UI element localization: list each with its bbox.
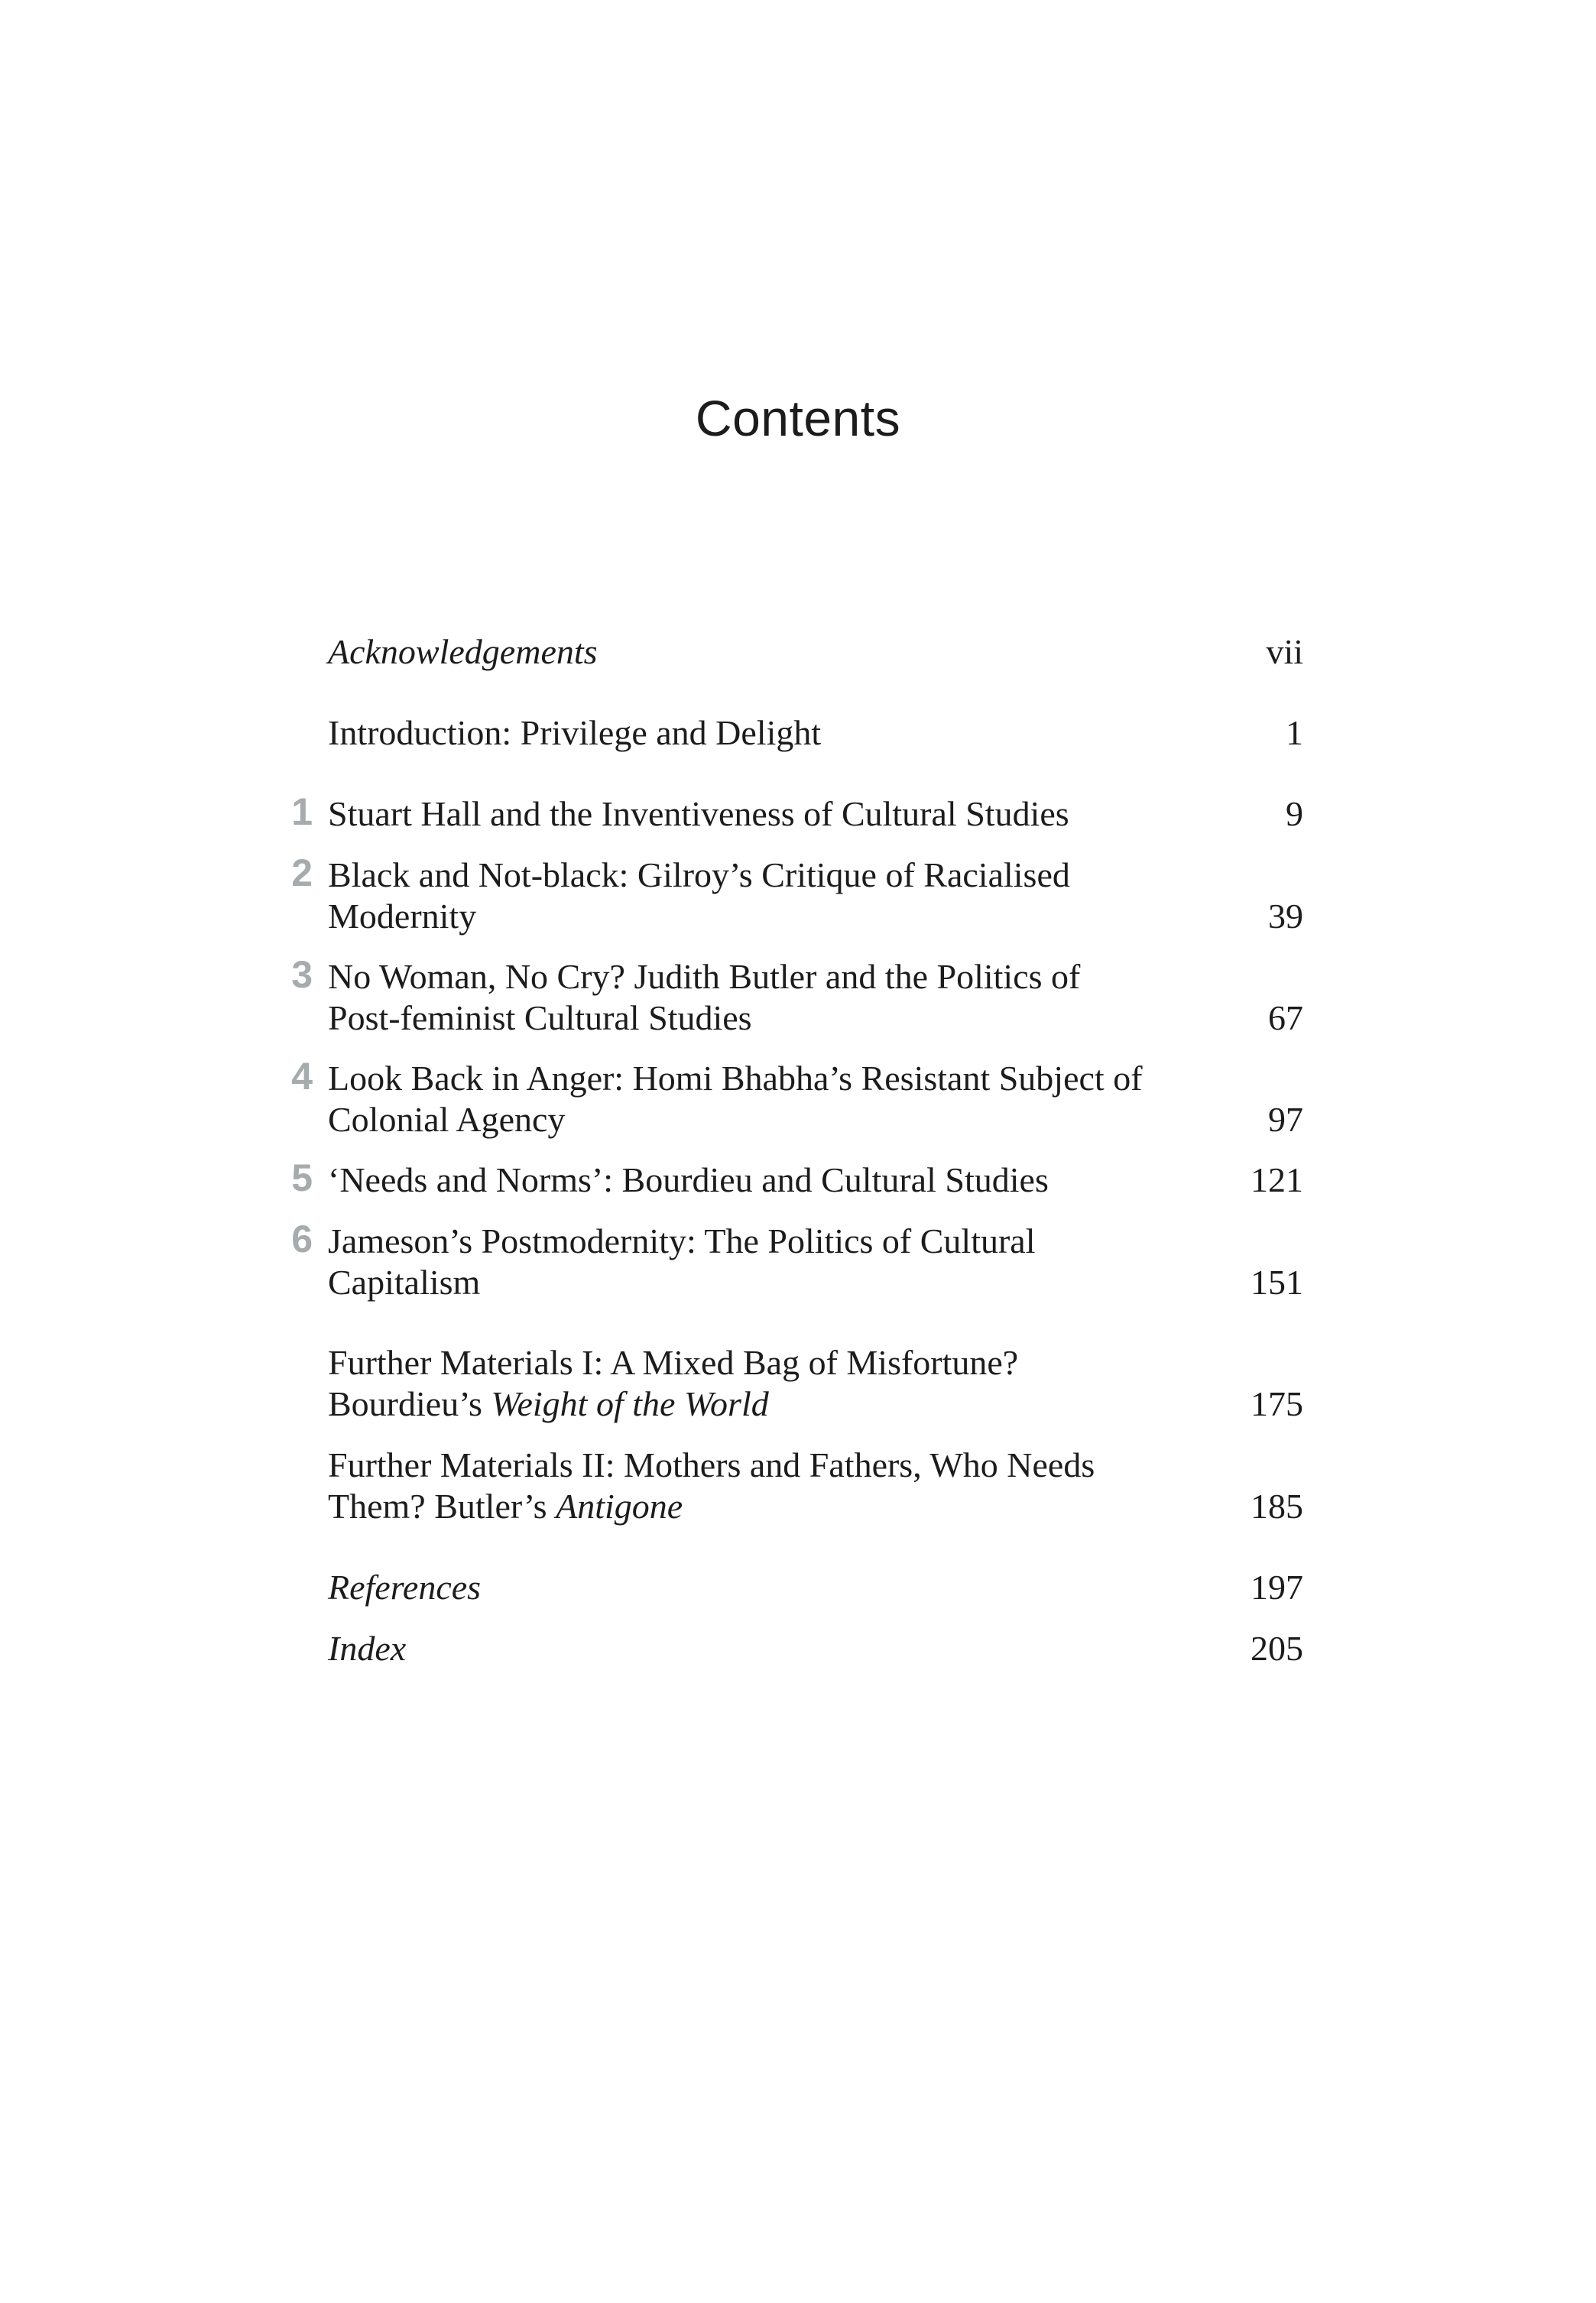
title-italic: Weight of the World	[491, 1384, 769, 1423]
toc-entry-title-line2: Capitalism	[328, 1263, 481, 1302]
toc-entry-page: 175	[1251, 1384, 1303, 1423]
toc-chapter-4	[291, 1055, 1303, 1140]
toc-entry-title-line2: Colonial Agency	[328, 1100, 566, 1139]
title-prefix: Them? Butler’s	[328, 1487, 556, 1526]
toc-entry-title-line1: Look Back in Anger: Homi Bhabha’s Resistant Subject of	[328, 1059, 1143, 1098]
toc-entry-introduction	[328, 712, 1303, 754]
toc-further-materials-1	[328, 1342, 1303, 1425]
toc-entry-title-line2	[328, 1486, 1207, 1527]
page-title: Contents	[695, 390, 901, 446]
toc-chapter-2	[291, 851, 1303, 937]
chapter-number: 6	[291, 1218, 313, 1260]
toc-entry-title: Index	[328, 1629, 407, 1668]
toc-entry-title: Introduction: Privilege and Delight	[328, 713, 822, 752]
toc-entry-page: 9	[1286, 794, 1303, 833]
toc-entry-title-line1: Further Materials I: A Mixed Bag of Misfortune?	[328, 1343, 1019, 1382]
toc-entry-title: References	[328, 1568, 482, 1607]
toc-entry-page: 197	[1251, 1568, 1303, 1607]
toc-entry-index	[328, 1628, 1303, 1669]
toc-entry-title-line1: Black and Not-black: Gilroy’s Critique of Racialised	[328, 855, 1070, 894]
toc-chapter-3	[291, 953, 1303, 1039]
title-italic: Antigone	[556, 1487, 683, 1526]
toc-chapter-1	[291, 790, 1303, 835]
toc-entry-title-line1: Jameson’s Postmodernity: The Politics of Cultural	[328, 1221, 1036, 1260]
chapter-number: 1	[291, 790, 313, 833]
toc-entry-page: 185	[1251, 1487, 1303, 1526]
toc-entry-page: 151	[1251, 1263, 1303, 1302]
chapter-number: 3	[291, 953, 313, 996]
toc-entry-title-line1: Further Materials II: Mothers and Fathers, Who Needs	[328, 1445, 1095, 1484]
toc-entry-title: ‘Needs and Norms’: Bourdieu and Cultural Studies	[328, 1160, 1049, 1199]
toc-entry-title: Acknowledgements	[328, 632, 598, 671]
toc-entry-title-line2: Post-feminist Cultural Studies	[328, 998, 752, 1037]
toc-entry-page: 39	[1268, 897, 1303, 936]
toc-entry-page: 121	[1251, 1160, 1303, 1199]
chapter-number: 2	[291, 851, 313, 894]
toc-entry-title-line1: No Woman, No Cry? Judith Butler and the Politics of	[328, 957, 1081, 996]
chapter-number: 5	[291, 1156, 313, 1199]
title-prefix: Bourdieu’s	[328, 1384, 491, 1423]
toc-chapter-5	[291, 1156, 1303, 1201]
toc-entry-title-line2: Modernity	[328, 897, 477, 936]
toc-entry-page: 1	[1286, 713, 1303, 752]
toc-entry-acknowledgements	[328, 631, 1303, 673]
toc-entry-page: 97	[1268, 1100, 1303, 1139]
toc-entry-page: vii	[1266, 632, 1303, 671]
chapter-number: 4	[291, 1055, 313, 1098]
toc-entry-title-line2	[328, 1383, 1207, 1425]
toc-further-materials-2	[328, 1445, 1303, 1527]
toc-entry-title: Stuart Hall and the Inventiveness of Cultural Studies	[328, 794, 1069, 833]
toc-entry-references	[328, 1567, 1303, 1608]
toc-chapter-6	[291, 1218, 1303, 1303]
toc-entry-page: 205	[1251, 1629, 1303, 1668]
toc-entry-page: 67	[1268, 998, 1303, 1037]
